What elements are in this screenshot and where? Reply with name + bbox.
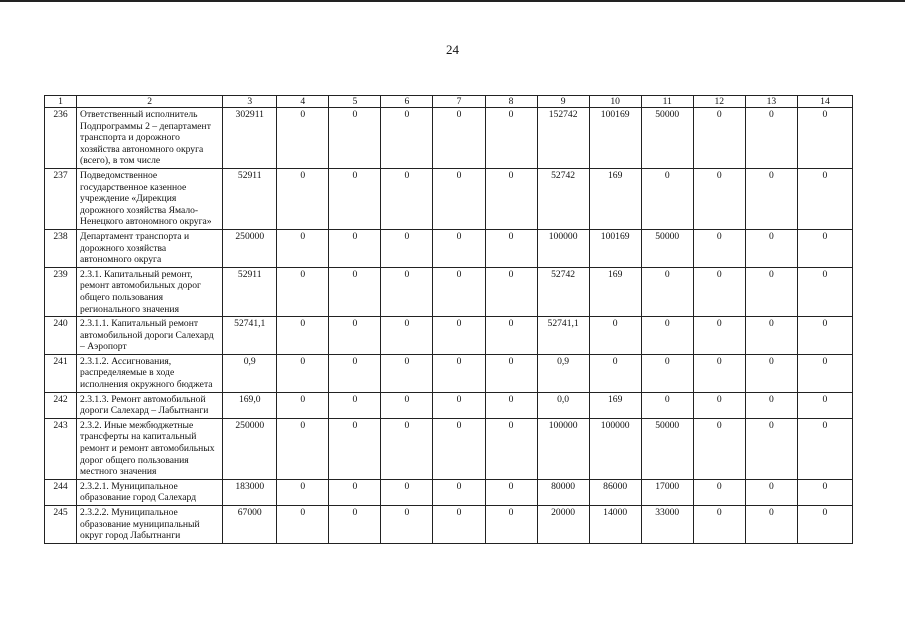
value-cell: 0 bbox=[277, 354, 329, 392]
budget-table bbox=[44, 95, 853, 544]
value-cell: 0 bbox=[381, 418, 433, 479]
value-cell: 0 bbox=[329, 354, 381, 392]
value-cell: 0,0 bbox=[537, 392, 589, 418]
table-row bbox=[45, 168, 853, 229]
row-description: 2.3.1.1. Капитальный ремонт автомобильной дороги Салехард – Аэропорт bbox=[77, 317, 223, 355]
value-cell: 50000 bbox=[641, 418, 693, 479]
value-cell: 50000 bbox=[641, 108, 693, 169]
value-cell: 0 bbox=[485, 229, 537, 267]
value-cell: 52911 bbox=[223, 267, 277, 316]
value-cell: 0 bbox=[589, 317, 641, 355]
column-number-11: 11 bbox=[641, 96, 693, 108]
value-cell: 0 bbox=[745, 418, 797, 479]
value-cell: 0 bbox=[641, 267, 693, 316]
value-cell: 0 bbox=[381, 108, 433, 169]
value-cell: 0 bbox=[745, 479, 797, 505]
value-cell: 50000 bbox=[641, 229, 693, 267]
value-cell: 0 bbox=[433, 392, 485, 418]
value-cell: 0 bbox=[797, 229, 852, 267]
row-number: 239 bbox=[45, 267, 77, 316]
top-rule bbox=[0, 0, 905, 2]
column-number-7: 7 bbox=[433, 96, 485, 108]
value-cell: 0 bbox=[693, 317, 745, 355]
value-cell: 0 bbox=[693, 479, 745, 505]
value-cell: 52911 bbox=[223, 168, 277, 229]
column-number-4: 4 bbox=[277, 96, 329, 108]
value-cell: 0 bbox=[433, 108, 485, 169]
value-cell: 0 bbox=[329, 317, 381, 355]
value-cell: 0 bbox=[277, 506, 329, 544]
value-cell: 0 bbox=[277, 229, 329, 267]
value-cell: 0 bbox=[485, 392, 537, 418]
value-cell: 0 bbox=[693, 168, 745, 229]
column-number-9: 9 bbox=[537, 96, 589, 108]
value-cell: 169,0 bbox=[223, 392, 277, 418]
value-cell: 0 bbox=[797, 479, 852, 505]
value-cell: 169 bbox=[589, 168, 641, 229]
value-cell: 0 bbox=[381, 506, 433, 544]
value-cell: 0 bbox=[485, 418, 537, 479]
value-cell: 0 bbox=[693, 506, 745, 544]
table-row bbox=[45, 108, 853, 169]
value-cell: 0 bbox=[277, 392, 329, 418]
value-cell: 0 bbox=[641, 317, 693, 355]
value-cell: 169 bbox=[589, 392, 641, 418]
row-number: 237 bbox=[45, 168, 77, 229]
value-cell: 0 bbox=[641, 168, 693, 229]
column-number-2: 2 bbox=[77, 96, 223, 108]
value-cell: 0 bbox=[433, 229, 485, 267]
value-cell: 0 bbox=[797, 108, 852, 169]
column-number-13: 13 bbox=[745, 96, 797, 108]
row-number: 240 bbox=[45, 317, 77, 355]
value-cell: 0 bbox=[381, 267, 433, 316]
value-cell: 169 bbox=[589, 267, 641, 316]
table-row bbox=[45, 317, 853, 355]
table-row bbox=[45, 392, 853, 418]
value-cell: 100000 bbox=[589, 418, 641, 479]
value-cell: 0 bbox=[433, 267, 485, 316]
column-number-12: 12 bbox=[693, 96, 745, 108]
row-description: Ответственный исполнитель Подпрограммы 2 – департамент транспорта и дорожного хозяйства автономного округа (всего), в том числе bbox=[77, 108, 223, 169]
value-cell: 0 bbox=[381, 168, 433, 229]
value-cell: 0,9 bbox=[537, 354, 589, 392]
value-cell: 0 bbox=[693, 108, 745, 169]
value-cell: 14000 bbox=[589, 506, 641, 544]
row-number: 236 bbox=[45, 108, 77, 169]
value-cell: 0 bbox=[433, 317, 485, 355]
row-number: 242 bbox=[45, 392, 77, 418]
row-number: 245 bbox=[45, 506, 77, 544]
value-cell: 0 bbox=[797, 392, 852, 418]
value-cell: 0 bbox=[745, 229, 797, 267]
table-row bbox=[45, 479, 853, 505]
value-cell: 0 bbox=[797, 168, 852, 229]
value-cell: 0 bbox=[329, 267, 381, 316]
value-cell: 0 bbox=[329, 506, 381, 544]
value-cell: 0 bbox=[797, 418, 852, 479]
value-cell: 0,9 bbox=[223, 354, 277, 392]
value-cell: 33000 bbox=[641, 506, 693, 544]
value-cell: 0 bbox=[693, 229, 745, 267]
value-cell: 0 bbox=[433, 418, 485, 479]
value-cell: 0 bbox=[381, 479, 433, 505]
value-cell: 0 bbox=[797, 506, 852, 544]
row-number: 241 bbox=[45, 354, 77, 392]
value-cell: 0 bbox=[745, 267, 797, 316]
row-description: Департамент транспорта и дорожного хозяйства автономного округа bbox=[77, 229, 223, 267]
value-cell: 0 bbox=[433, 168, 485, 229]
value-cell: 0 bbox=[797, 317, 852, 355]
value-cell: 0 bbox=[485, 168, 537, 229]
value-cell: 0 bbox=[433, 354, 485, 392]
value-cell: 67000 bbox=[223, 506, 277, 544]
value-cell: 0 bbox=[693, 267, 745, 316]
column-number-8: 8 bbox=[485, 96, 537, 108]
value-cell: 80000 bbox=[537, 479, 589, 505]
value-cell: 17000 bbox=[641, 479, 693, 505]
value-cell: 0 bbox=[277, 317, 329, 355]
value-cell: 0 bbox=[693, 392, 745, 418]
table-row bbox=[45, 506, 853, 544]
row-description: 2.3.1. Капитальный ремонт, ремонт автомобильных дорог общего пользования регионального значения bbox=[77, 267, 223, 316]
column-number-1: 1 bbox=[45, 96, 77, 108]
value-cell: 302911 bbox=[223, 108, 277, 169]
table-row bbox=[45, 418, 853, 479]
column-number-5: 5 bbox=[329, 96, 381, 108]
column-number-3: 3 bbox=[223, 96, 277, 108]
value-cell: 0 bbox=[381, 229, 433, 267]
value-cell: 0 bbox=[329, 479, 381, 505]
table-row bbox=[45, 354, 853, 392]
value-cell: 0 bbox=[797, 354, 852, 392]
value-cell: 52741,1 bbox=[537, 317, 589, 355]
column-number-row bbox=[45, 96, 853, 108]
value-cell: 52742 bbox=[537, 168, 589, 229]
value-cell: 86000 bbox=[589, 479, 641, 505]
value-cell: 250000 bbox=[223, 229, 277, 267]
value-cell: 20000 bbox=[537, 506, 589, 544]
value-cell: 183000 bbox=[223, 479, 277, 505]
value-cell: 0 bbox=[329, 418, 381, 479]
value-cell: 0 bbox=[693, 354, 745, 392]
page-number: 24 bbox=[446, 42, 459, 57]
value-cell: 0 bbox=[277, 479, 329, 505]
value-cell: 0 bbox=[381, 392, 433, 418]
row-description: 2.3.2.2. Муниципальное образование муниципальный округ город Лабытнанги bbox=[77, 506, 223, 544]
value-cell: 0 bbox=[277, 108, 329, 169]
value-cell: 0 bbox=[329, 108, 381, 169]
row-description: 2.3.1.3. Ремонт автомобильной дороги Салехард – Лабытнанги bbox=[77, 392, 223, 418]
value-cell: 0 bbox=[745, 317, 797, 355]
row-number: 238 bbox=[45, 229, 77, 267]
value-cell: 0 bbox=[381, 317, 433, 355]
value-cell: 100169 bbox=[589, 108, 641, 169]
value-cell: 0 bbox=[277, 267, 329, 316]
value-cell: 100000 bbox=[537, 229, 589, 267]
value-cell: 0 bbox=[433, 479, 485, 505]
row-description: 2.3.2.1. Муниципальное образование город Салехард bbox=[77, 479, 223, 505]
value-cell: 0 bbox=[641, 392, 693, 418]
table-row bbox=[45, 229, 853, 267]
value-cell: 0 bbox=[797, 267, 852, 316]
value-cell: 0 bbox=[745, 354, 797, 392]
value-cell: 0 bbox=[433, 506, 485, 544]
value-cell: 0 bbox=[485, 108, 537, 169]
value-cell: 0 bbox=[277, 418, 329, 479]
value-cell: 100169 bbox=[589, 229, 641, 267]
row-description: 2.3.1.2. Ассигнования, распределяемые в ходе исполнения окружного бюджета bbox=[77, 354, 223, 392]
value-cell: 0 bbox=[329, 168, 381, 229]
row-description: Подведомственное государственное казенное учреждение «Дирекция дорожного хозяйства Ямало-Ненецкого автономного округа» bbox=[77, 168, 223, 229]
value-cell: 0 bbox=[693, 418, 745, 479]
value-cell: 0 bbox=[485, 479, 537, 505]
table-row bbox=[45, 267, 853, 316]
value-cell: 0 bbox=[485, 354, 537, 392]
column-number-6: 6 bbox=[381, 96, 433, 108]
value-cell: 0 bbox=[485, 506, 537, 544]
row-number: 244 bbox=[45, 479, 77, 505]
value-cell: 0 bbox=[485, 317, 537, 355]
value-cell: 0 bbox=[381, 354, 433, 392]
value-cell: 0 bbox=[745, 506, 797, 544]
value-cell: 0 bbox=[485, 267, 537, 316]
value-cell: 52741,1 bbox=[223, 317, 277, 355]
row-description: 2.3.2. Иные межбюджетные трансферты на капитальный ремонт и ремонт автомобильных дорог общего пользования местного значения bbox=[77, 418, 223, 479]
value-cell: 250000 bbox=[223, 418, 277, 479]
column-number-14: 14 bbox=[797, 96, 852, 108]
value-cell: 0 bbox=[277, 168, 329, 229]
value-cell: 100000 bbox=[537, 418, 589, 479]
row-number: 243 bbox=[45, 418, 77, 479]
value-cell: 152742 bbox=[537, 108, 589, 169]
value-cell: 0 bbox=[641, 354, 693, 392]
value-cell: 0 bbox=[745, 168, 797, 229]
column-number-10: 10 bbox=[589, 96, 641, 108]
value-cell: 0 bbox=[745, 108, 797, 169]
value-cell: 0 bbox=[329, 392, 381, 418]
value-cell: 52742 bbox=[537, 267, 589, 316]
value-cell: 0 bbox=[589, 354, 641, 392]
value-cell: 0 bbox=[329, 229, 381, 267]
value-cell: 0 bbox=[745, 392, 797, 418]
